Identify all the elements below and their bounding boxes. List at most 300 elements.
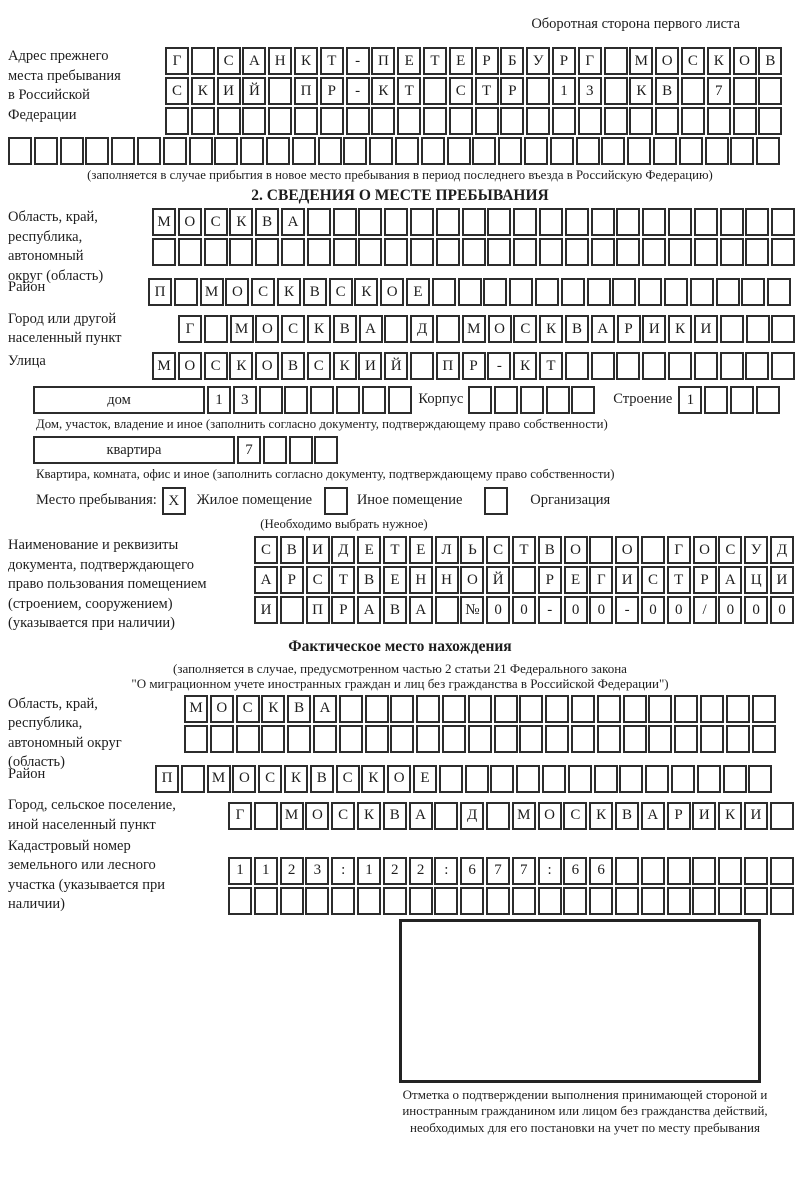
residential-checkbox: X [162,487,186,515]
char-cell [578,107,602,135]
char-cell [700,695,724,723]
char-cell: 0 [589,596,613,624]
char-cell: Д [770,536,794,564]
char-cell [694,352,718,380]
char-cell: С [258,765,282,793]
char-cell: У [744,536,768,564]
char-cell: 0 [770,596,794,624]
actual-city-field [8,797,792,835]
char-cell: К [361,765,385,793]
char-cell: 7 [237,436,261,464]
char-cell: В [287,695,311,723]
char-cell [460,887,484,915]
char-cell [486,802,510,830]
char-cell [616,208,640,236]
char-cell [339,695,363,723]
char-cell [163,137,187,165]
char-cell: М [152,352,176,380]
char-cell [612,278,636,306]
char-cell [8,137,32,165]
document-row-2 [254,566,796,594]
street-label: Улица [8,353,46,369]
char-cell [280,596,304,624]
char-cell: А [313,695,337,723]
char-cell [604,47,628,75]
char-cell [442,725,466,753]
char-cell: Д [331,536,355,564]
region-row-1 [152,208,797,236]
char-cell [487,208,511,236]
district-label: Район [8,279,46,295]
house-caption: Дом, участок, владение и иное (заполнить согласно документу, подтверждающему право собственности) [36,417,608,431]
char-cell [307,238,331,266]
char-cell [771,352,795,380]
apartment-caption: Квартира, комната, офис и иное (заполнить согласно документу, подтверждающему право собственности) [36,467,615,481]
char-cell: Е [397,47,421,75]
char-cell [494,725,518,753]
char-cell [487,238,511,266]
char-cell [365,695,389,723]
char-cell: В [565,315,589,343]
stamp-caption: Отметка о подтверждении выполнения принимающей стороной и иностранным гражданином или лицом без гражданства действий, необходимых для его постановки на учет по месту пребывания [402,1086,768,1135]
char-cell: Р [693,566,717,594]
char-cell [704,386,728,414]
char-cell: - [487,352,511,380]
char-cell: М [280,802,304,830]
char-cell [333,208,357,236]
char-cell: С [236,695,260,723]
document-row-1 [254,536,796,564]
char-cell: К [539,315,563,343]
char-cell [539,208,563,236]
char-cell [449,107,473,135]
char-cell: М [200,278,224,306]
char-cell [410,208,434,236]
char-cell [174,278,198,306]
char-cell [436,208,460,236]
char-cell: У [526,47,550,75]
char-cell [371,107,395,135]
char-cell: : [331,857,355,885]
cadastre-row-1 [228,857,796,885]
other-premises-option-label: Иное помещение [356,492,463,509]
char-cell: 0 [564,596,588,624]
char-cell [694,238,718,266]
char-cell: С [251,278,275,306]
char-cell: О [564,536,588,564]
char-cell: Е [409,536,433,564]
char-cell [339,725,363,753]
char-cell: С [681,47,705,75]
char-cell [563,887,587,915]
char-cell: К [229,208,253,236]
char-cell [545,725,569,753]
char-cell: 3 [233,386,257,414]
stay-type-caption: (Необходимо выбрать нужное) [260,517,428,531]
char-cell: Н [435,566,459,594]
char-cell [576,137,600,165]
char-cell [384,238,408,266]
char-cell [645,765,669,793]
char-cell: 1 [254,857,278,885]
char-cell: И [744,802,768,830]
char-cell [597,695,621,723]
char-cell [513,208,537,236]
char-cell [409,887,433,915]
char-cell: К [333,352,357,380]
char-cell [587,278,611,306]
char-cell [745,352,769,380]
char-cell: - [615,596,639,624]
char-cell: 1 [228,857,252,885]
char-cell [745,208,769,236]
char-cell [619,765,643,793]
char-cell: С [306,566,330,594]
char-cell [331,887,355,915]
char-cell: 1 [678,386,702,414]
char-cell [383,887,407,915]
char-cell: О [232,765,256,793]
char-cell [667,857,691,885]
char-cell [681,107,705,135]
char-cell: М [230,315,254,343]
char-cell: В [615,802,639,830]
char-cell: О [178,208,202,236]
char-cell [671,765,695,793]
char-cell [434,887,458,915]
actual-district-label: Район [8,765,46,782]
char-cell [369,137,393,165]
char-cell: Р [462,352,486,380]
char-cell [648,725,672,753]
char-cell: В [383,802,407,830]
char-cell [217,107,241,135]
char-cell [236,725,260,753]
char-cell [756,386,780,414]
char-cell [336,386,360,414]
city-row [178,315,797,343]
apartment-row [33,436,792,464]
char-cell [314,436,338,464]
char-cell [261,725,285,753]
house-row [33,386,792,414]
char-cell: М [629,47,653,75]
char-cell [513,238,537,266]
char-cell: О [225,278,249,306]
char-cell: Г [589,566,613,594]
char-cell [447,137,471,165]
char-cell: Г [578,47,602,75]
region-label: Область, край, республика, автономный округ (область) [8,209,104,284]
char-cell [191,107,215,135]
char-cell [362,386,386,414]
section2-title: 2. СВЕДЕНИЯ О МЕСТЕ ПРЕБЫВАНИЯ [251,187,549,204]
document-label: Наименование и реквизиты документа, подтверждающего право пользования помещением (строением, сооружением) (указывается при наличии) [8,537,207,631]
char-cell: Е [449,47,473,75]
document-row-3 [254,596,796,624]
char-cell [571,725,595,753]
char-cell [280,887,304,915]
char-cell [550,137,574,165]
char-cell: Е [413,765,437,793]
char-cell: И [358,352,382,380]
char-cell [281,238,305,266]
char-cell [745,238,769,266]
char-cell: П [371,47,395,75]
char-cell: В [255,208,279,236]
actual-location-caption-line2: "О миграционном учете иностранных граждан и лиц без гражданства в Российской Федерации") [131,675,669,691]
char-cell: 6 [460,857,484,885]
char-cell [465,765,489,793]
document-rows [254,536,796,624]
char-cell: В [303,278,327,306]
char-cell [552,107,576,135]
char-cell: К [707,47,731,75]
char-cell: И [692,802,716,830]
char-cell: Ь [460,536,484,564]
char-cell: О [387,765,411,793]
char-cell [358,238,382,266]
char-cell [692,857,716,885]
char-cell: Г [667,536,691,564]
char-cell [254,802,278,830]
district-row [148,278,793,306]
char-cell: П [155,765,179,793]
char-cell: С [204,352,228,380]
char-cell: С [204,208,228,236]
char-cell: В [357,566,381,594]
char-cell [516,765,540,793]
char-cell: В [280,536,304,564]
char-cell [568,765,592,793]
char-cell [615,857,639,885]
char-cell: - [346,47,370,75]
char-cell: О [655,47,679,75]
char-cell: И [694,315,718,343]
char-cell: О [255,352,279,380]
char-cell: О [538,802,562,830]
char-cell [436,238,460,266]
char-cell [390,725,414,753]
char-cell [770,857,794,885]
char-cell: 6 [563,857,587,885]
char-cell [716,278,740,306]
char-cell [668,208,692,236]
char-cell [674,725,698,753]
char-cell: А [409,596,433,624]
char-cell [730,137,754,165]
stay-type-label: Место пребывания: [36,492,157,509]
char-cell: П [306,596,330,624]
house-number-cells [207,386,413,414]
char-cell [535,278,559,306]
char-cell [594,765,618,793]
char-cell [726,695,750,723]
char-cell: О [693,536,717,564]
char-cell [597,725,621,753]
char-cell [744,887,768,915]
char-cell: М [462,315,486,343]
char-cell: М [512,802,536,830]
actual-location-title: Фактическое место нахождения [288,637,512,655]
char-cell: Г [178,315,202,343]
prev-address-row-2 [165,77,784,105]
char-cell [741,278,765,306]
char-cell [752,725,776,753]
char-cell [395,137,419,165]
char-cell: 0 [744,596,768,624]
char-cell: : [434,857,458,885]
char-cell [641,857,665,885]
char-cell [421,137,445,165]
char-cell: К [371,77,395,105]
organization-option-label: Организация [530,492,611,509]
char-cell [390,695,414,723]
document-field [8,536,792,634]
prev-address-caption: (заполняется в случае прибытия в новое место пребывания в период последнего въезда в Российскую Федерацию) [87,168,713,182]
char-cell: М [152,208,176,236]
char-cell [242,107,266,135]
char-cell [292,137,316,165]
street-row [152,352,797,380]
city-field [8,310,792,348]
char-cell [294,107,318,135]
char-cell [604,107,628,135]
char-cell [509,278,533,306]
char-cell [442,695,466,723]
char-cell: О [460,566,484,594]
region-field [8,208,792,284]
char-cell: Р [475,47,499,75]
char-cell [240,137,264,165]
char-cell: № [460,596,484,624]
char-cell: А [242,47,266,75]
char-cell [539,238,563,266]
char-cell: Т [331,566,355,594]
cadastre-label: Кадастровый номер земельного или лесного участка (указывается при наличии) [8,837,165,912]
char-cell: 3 [578,77,602,105]
char-cell [642,238,666,266]
char-cell: 7 [512,857,536,885]
char-cell: 6 [589,857,613,885]
actual-city-label: Город, сельское поселение, иной населенный пункт [8,797,176,833]
prev-address-field [8,47,792,135]
char-cell [615,887,639,915]
char-cell [512,566,536,594]
char-cell: С [718,536,742,564]
stamp-area [399,919,771,1137]
char-cell [184,725,208,753]
char-cell [664,278,688,306]
char-cell [770,887,794,915]
char-cell: Н [268,47,292,75]
char-cell [730,386,754,414]
char-cell: В [333,315,357,343]
char-cell: А [357,596,381,624]
prev-address-row-3 [165,107,784,135]
char-cell [674,695,698,723]
char-cell [758,77,782,105]
char-cell [623,695,647,723]
char-cell: Б [500,47,524,75]
char-cell [667,887,691,915]
char-cell [519,695,543,723]
char-cell: А [409,802,433,830]
char-cell [384,208,408,236]
char-cell [692,887,716,915]
other-premises-checkbox [324,487,348,515]
char-cell [472,137,496,165]
char-cell [638,278,662,306]
apartment-type-box: квартира [33,436,235,464]
prev-address-rows [165,47,784,135]
char-cell [423,107,447,135]
char-cell [512,887,536,915]
char-cell: Т [512,536,536,564]
char-cell: Р [538,566,562,594]
cadastre-field [8,837,792,915]
char-cell [210,725,234,753]
char-cell [152,238,176,266]
char-cell [668,352,692,380]
char-cell [720,315,744,343]
char-cell [616,352,640,380]
char-cell: Й [384,352,408,380]
char-cell [165,107,189,135]
char-cell: Т [539,352,563,380]
char-cell [310,386,334,414]
char-cell: О [733,47,757,75]
char-cell [214,137,238,165]
char-cell: В [383,596,407,624]
char-cell [60,137,84,165]
char-cell [591,352,615,380]
char-cell: С [513,315,537,343]
char-cell [462,208,486,236]
char-cell: Р [500,77,524,105]
char-cell: С [165,77,189,105]
char-cell [34,137,58,165]
char-cell [681,77,705,105]
char-cell: М [207,765,231,793]
char-cell [313,725,337,753]
char-cell [604,77,628,105]
char-cell: К [589,802,613,830]
char-cell [494,386,518,414]
char-cell [486,887,510,915]
prev-address-row-1 [165,47,784,75]
prev-address-label: Адрес прежнего места пребывания в Российской Федерации [8,48,121,123]
char-cell: 2 [383,857,407,885]
char-cell [642,352,666,380]
char-cell [707,107,731,135]
char-cell [571,695,595,723]
char-cell [254,887,278,915]
organization-checkbox [484,487,508,515]
char-cell: / [693,596,717,624]
char-cell: Е [383,566,407,594]
char-cell: С [563,802,587,830]
char-cell [565,208,589,236]
char-cell [623,725,647,753]
stroenie-cells [678,386,781,414]
char-cell [388,386,412,414]
char-cell [642,208,666,236]
region-rows [152,208,797,266]
char-cell [365,725,389,753]
region-row-2 [152,238,797,266]
char-cell: С [641,566,665,594]
